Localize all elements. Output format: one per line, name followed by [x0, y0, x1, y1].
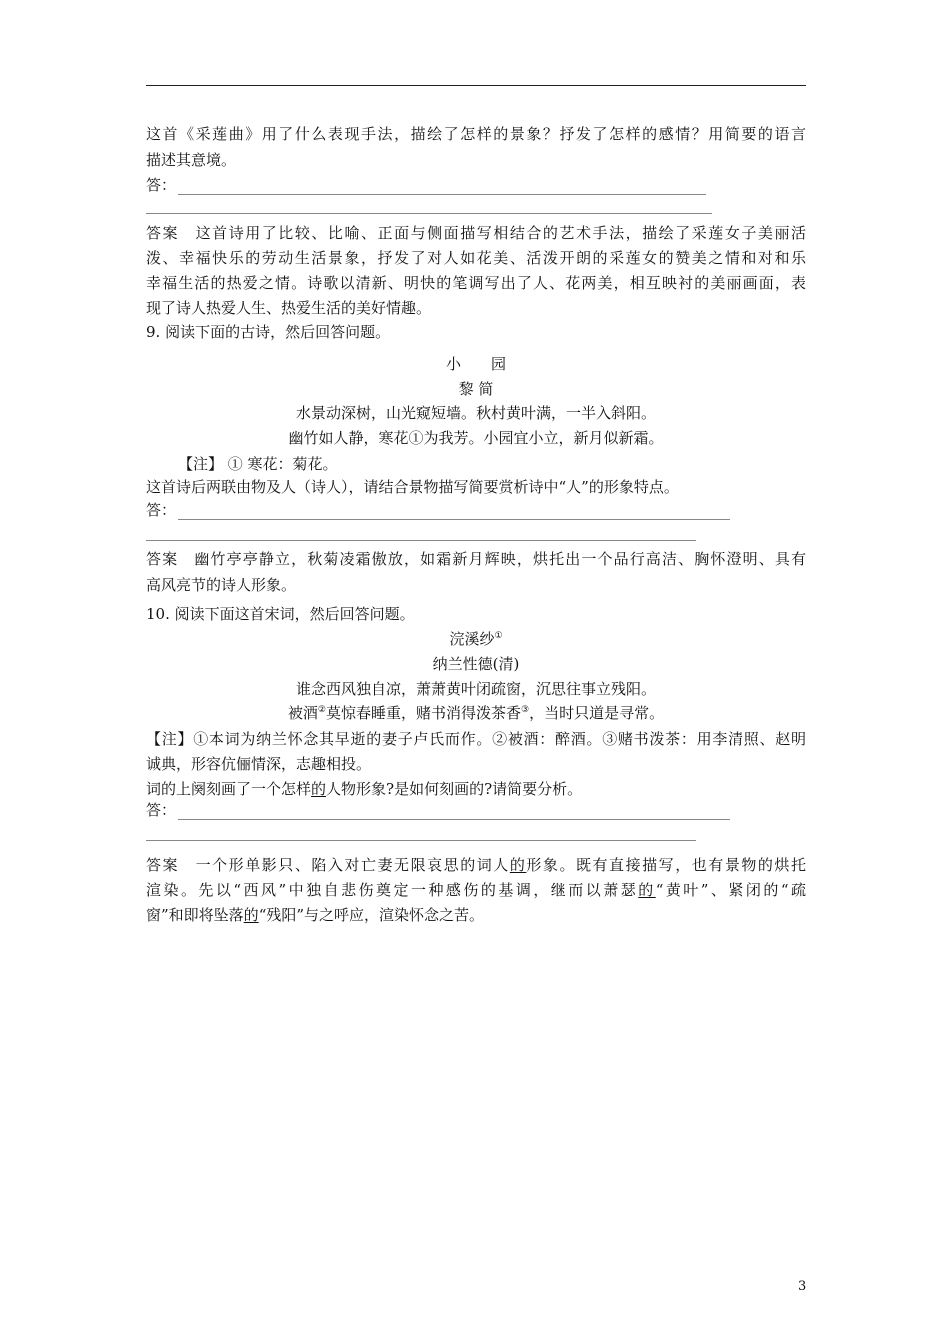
q10-question: 词的上阕刻画了一个怎样的人物形象?是如何刻画的?请简要分析。 — [146, 780, 583, 798]
answer-line — [178, 805, 730, 820]
answer-line-blank — [146, 540, 696, 541]
q9-poem-author: 黎 简 — [458, 380, 494, 398]
q9-note: 【注】 ① 寒花：菊花。 — [178, 455, 338, 473]
q10-poem-title: 浣溪纱① — [449, 630, 503, 648]
answer-line — [178, 505, 730, 520]
q10-answer-key-line2: 渲染。先以“西风”中独自悲伤奠定一种感伤的基调，继而以萧瑟的“黄叶”、紧闭的“疏 — [146, 881, 806, 899]
q10-poem-line1: 谁念西风独自凉，萧萧黄叶闭疏窗，沉思往事立残阳。 — [295, 680, 656, 698]
q10-note-line2: 诚典，形容伉俪情深，志趣相投。 — [146, 755, 372, 773]
q10-note-line1: 【注】①本词为纳兰怀念其早逝的妻子卢氏而作。②被酒：醉酒。③赌书泼茶：用李清照、赵明 — [146, 730, 806, 748]
q10-answer-key-line1: 答案 一个形单影只、陷入对亡妻无限哀思的词人的形象。既有直接描写，也有景物的烘托 — [146, 856, 806, 874]
q8-answer-key-line2: 泼、幸福快乐的劳动生活景象，抒发了对人如花美、活泼开朗的采莲女的赞美之情和对和乐 — [146, 249, 806, 267]
q8-question-line1: 这首《采莲曲》用了什么表现手法，描绘了怎样的景象？抒发了怎样的感情？用简要的语言 — [146, 125, 806, 143]
q10-answer-key-line3: 窗”和即将坠落的“残阳”与之呼应，渲染怀念之苦。 — [146, 906, 485, 924]
header-rule — [146, 85, 806, 86]
q8-answer-key-line3: 幸福生活的热爱之情。诗歌以清新、明快的笔调写出了人、花两美，相互映衬的美丽画面，表 — [146, 274, 806, 292]
answer-prefix: 答： — [146, 176, 177, 194]
q9-answer-key-line2: 高风亮节的诗人形象。 — [146, 576, 297, 594]
q8-question-line2: 描述其意境。 — [146, 151, 237, 169]
q8-answer-field[interactable] — [146, 175, 706, 195]
q8-answer-key-line1: 答案 这首诗用了比较、比喻、正面与侧面描写相结合的艺术手法，描绘了采莲女子美丽活 — [146, 224, 806, 242]
answer-prefix: 答： — [146, 501, 177, 519]
q9-question: 这首诗后两联由物及人（诗人），请结合景物描写简要赏析诗中“人”的形象特点。 — [146, 478, 679, 496]
answer-line — [178, 180, 706, 195]
answer-line-blank — [146, 213, 712, 214]
q9-intro: 9. 阅读下面的古诗，然后回答问题。 — [146, 323, 391, 341]
q10-poem-line2: 被酒②莫惊春睡重，赌书消得泼茶香③，当时只道是寻常。 — [287, 704, 665, 722]
q9-poem-line1: 水景动深树，山光窥短墙。秋村黄叶满，一半入斜阳。 — [295, 404, 656, 422]
footnote-marker: ③ — [521, 705, 530, 715]
q8-answer-key-line4: 现了诗人热爱人生、热爱生活的美好情趣。 — [146, 299, 432, 317]
q9-answer-field[interactable] — [146, 500, 730, 520]
footnote-marker: ① — [494, 631, 503, 641]
q9-answer-key-line1: 答案 幽竹亭亭静立，秋菊凌霜傲放，如霜新月辉映，烘托出一个品行高洁、胸怀澄明、具有 — [146, 550, 806, 568]
q10-answer-field[interactable] — [146, 800, 730, 820]
answer-line-blank — [146, 840, 696, 841]
q9-poem-line2: 幽竹如人静，寒花①为我芳。小园宜小立，新月似新霜。 — [288, 429, 664, 447]
q9-poem-title: 小 园 — [445, 355, 506, 373]
page-number: 3 — [798, 1279, 807, 1294]
footnote-marker: ② — [317, 705, 326, 715]
answer-prefix: 答： — [146, 801, 177, 819]
q10-intro: 10. 阅读下面这首宋词，然后回答问题。 — [146, 605, 415, 623]
q10-poem-author: 纳兰性德(清) — [432, 655, 520, 673]
